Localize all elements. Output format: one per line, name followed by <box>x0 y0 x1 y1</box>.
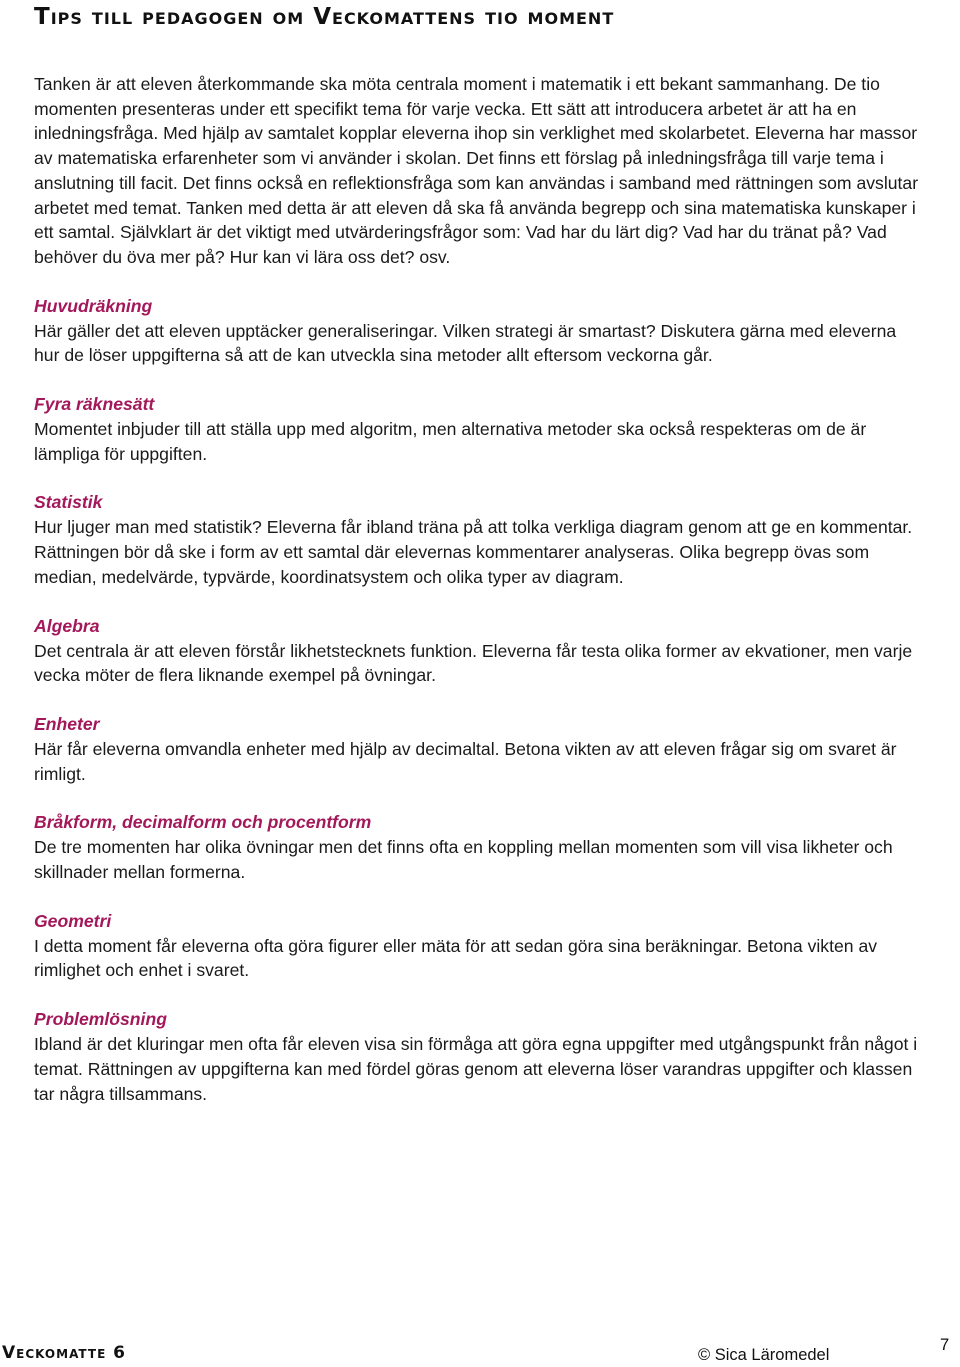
section-heading: Fyra räknesätt <box>34 394 155 415</box>
section-heading: Bråkform, decimalform och procentform <box>34 812 372 833</box>
footer-copyright: © Sica Läromedel <box>698 1346 830 1364</box>
section-heading: Geometri <box>34 910 112 931</box>
section-huvudrakning <box>34 294 924 368</box>
section-heading: Algebra <box>34 615 100 636</box>
section-fyra-raknesatt <box>34 392 924 466</box>
section-heading: Problemlösning <box>34 1009 167 1030</box>
section-enheter <box>34 712 924 786</box>
section-body: Momentet inbjuder till att ställa upp med algoritm, men alternativa metoder ska också respekteras om de är lämpliga för uppgiften. <box>34 419 867 464</box>
section-heading: Huvudräkning <box>34 295 153 316</box>
section-brakform <box>34 810 924 884</box>
section-statistik <box>34 490 924 589</box>
footer-brand: Veckomatte 6 <box>2 1343 127 1363</box>
section-heading: Enheter <box>34 713 100 734</box>
document-body <box>34 72 924 1130</box>
section-body: De tre momenten har olika övningar men det finns ofta en koppling mellan momenten som vill visa likheter och skillnader mellan formerna. <box>34 837 893 883</box>
section-body: Här får eleverna omvandla enheter med hjälp av decimaltal. Betona vikten av att eleven frågar sig om svaret är rimligt. <box>34 738 897 784</box>
section-body: Ibland är det kluringar men ofta får eleven visa sin förmåga att göra egna uppgifter med utgångspunkt från något i temat. Rättningen av uppgifterna kan med fördel göras genom att eleverna löser varandras uppgifter och klassen tar några tillsammans. <box>34 1034 918 1104</box>
section-body: Här gäller det att eleven upptäcker generaliseringar. Vilken strategi är smartast? Diskutera gärna med eleverna hur de löser uppgifterna så att de kan utveckla sina metoder allt eftersom veckorna går. <box>34 320 897 366</box>
section-algebra <box>34 614 924 688</box>
section-body: I detta moment får eleverna ofta göra figurer eller mäta för att sedan göra sina beräkningar. Betona vikten av rimlighet och enhet i svaret. <box>34 935 878 981</box>
section-geometri <box>34 909 924 983</box>
section-body: Hur ljuger man med statistik? Eleverna får ibland träna på att tolka verkliga diagram genom att ge en kommentar. Rättningen bör då ske i form av ett samtal där elevernas kommentarer analyseras. Olika begrepp övas som median, medelvärde, typvärde, koordinatsystem och olika typer av diagram. <box>34 517 913 587</box>
page-number: 7 <box>940 1336 950 1354</box>
section-body: Det centrala är att eleven förstår likhetstecknets funktion. Eleverna får testa olika former av ekvationer, men varje vecka möter de flera liknande exempel på övningar. <box>34 640 913 686</box>
section-problemlosning <box>34 1007 924 1106</box>
section-heading: Statistik <box>34 492 103 513</box>
page-title: Tips till pedagogen om Veckomattens tio moment <box>34 4 615 30</box>
intro-paragraph: Tanken är att eleven återkommande ska möta centrala moment i matematik i ett bekant sammanhang. De tio momenten presenteras under ett specifikt tema för varje vecka. Ett sätt att introducera arbetet är att ha en inledningsfråga. Med hjälp av samtalet kopplar eleverna ihop sin verklighet med skolarbetet. Eleverna har massor av matematiska erfarenheter som vi använder i skolan. Det finns ett förslag på inledningsfråga till varje tema i anslutning till facit. Det finns också en reflektionsfråga som kan användas i samband med rättningen som avslutar arbetet med temat. Tanken med detta är att eleven då ska få använda begrepp och sina matematiska kunskaper i ett samtal. Självklart är det viktigt med utvärderingsfrågor som: Vad har du lärt dig? Vad har du tränat på? Vad behöver du öva mer på? Hur kan vi lära oss det? osv. <box>34 74 919 267</box>
